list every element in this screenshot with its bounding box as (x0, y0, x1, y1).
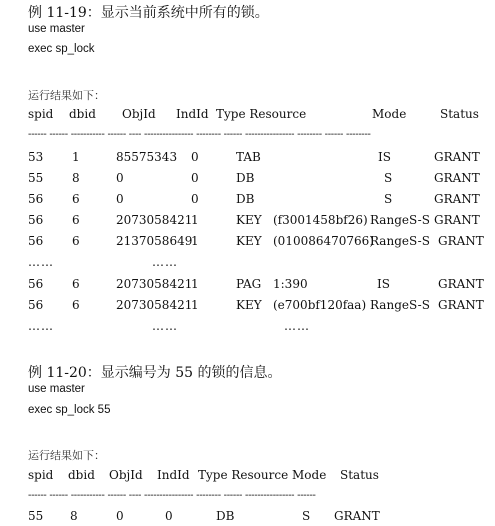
cell-objid: 2073058421 (116, 213, 193, 227)
col-header-status: Status (440, 107, 479, 121)
cell-objid: 0 (116, 171, 124, 185)
cell-indid: 0 (191, 171, 199, 185)
cell-type: DB (216, 509, 235, 523)
result-label: 运行结果如下： (28, 89, 105, 102)
ellipsis: …… (152, 255, 178, 269)
cell-spid: 56 (28, 213, 44, 227)
col-header-dbid: dbid (69, 107, 96, 121)
col-header-mode: Mode (372, 107, 407, 121)
cell-mode: RangeS-S (370, 298, 430, 312)
header-separator: ------ ------ ----------- ------ ---- ---------------- -------- ------ ---------------- -------- ------ -------- (28, 129, 371, 140)
cell-spid: 56 (28, 234, 44, 248)
cell-type: KEY (236, 213, 262, 227)
code-line-use-master: use master (28, 23, 85, 35)
cell-mode: IS (378, 150, 391, 164)
example-heading-11-20: 例 11-20：显示编号为 55 的锁的信息。 (28, 365, 282, 381)
col-header-mode: Mode (292, 468, 327, 482)
cell-indid: 1 (191, 298, 199, 312)
cell-mode: IS (377, 277, 390, 291)
cell-resource: 1:390 (273, 277, 308, 291)
cell-indid: 1 (191, 213, 199, 227)
cell-status: GRANT (434, 213, 480, 227)
cell-mode: RangeS-S (370, 234, 430, 248)
cell-type: TAB (236, 150, 261, 164)
col-header-objid: ObjId (109, 468, 143, 482)
cell-dbid: 6 (72, 192, 80, 206)
cell-indid: 1 (191, 277, 199, 291)
cell-status: GRANT (438, 234, 484, 248)
code-line-exec-sp-lock-55: exec sp_lock 55 (28, 404, 111, 416)
cell-mode: S (384, 171, 393, 185)
cell-objid: 85575343 (116, 150, 178, 164)
cell-resource: (e700bf120faa) (273, 298, 367, 312)
col-header-type-resource: Type Resource (216, 107, 307, 121)
cell-resource: (010086470766) (273, 234, 374, 248)
ellipsis: …… (28, 319, 54, 333)
cell-type: KEY (236, 298, 262, 312)
header-separator: ------ ------ ----------- ------ ---- ---------------- -------- ------ ---------------- ------ (28, 490, 316, 501)
result-label: 运行结果如下： (28, 449, 105, 462)
cell-type: PAG (236, 277, 262, 291)
cell-dbid: 8 (72, 171, 80, 185)
cell-spid: 56 (28, 277, 44, 291)
col-header-spid: spid (28, 468, 54, 482)
cell-indid: 1 (191, 234, 199, 248)
cell-spid: 56 (28, 192, 44, 206)
cell-objid: 2137058649 (116, 234, 193, 248)
cell-spid: 55 (28, 171, 44, 185)
cell-indid: 0 (165, 509, 173, 523)
cell-dbid: 6 (72, 277, 80, 291)
cell-spid: 53 (28, 150, 44, 164)
example-heading-11-19: 例 11-19：显示当前系统中所有的锁。 (28, 5, 269, 21)
cell-indid: 0 (191, 150, 199, 164)
cell-mode: S (384, 192, 393, 206)
cell-type: KEY (236, 234, 262, 248)
cell-status: GRANT (438, 298, 484, 312)
cell-spid: 55 (28, 509, 44, 523)
col-header-type-resource: Type Resource (198, 468, 289, 482)
cell-dbid: 6 (72, 213, 80, 227)
cell-status: GRANT (434, 192, 480, 206)
cell-spid: 56 (28, 298, 44, 312)
col-header-status: Status (340, 468, 379, 482)
ellipsis: …… (284, 319, 310, 333)
cell-dbid: 8 (70, 509, 78, 523)
cell-status: GRANT (334, 509, 380, 523)
cell-mode: S (302, 509, 311, 523)
cell-indid: 0 (191, 192, 199, 206)
cell-resource: (f3001458bf26) (273, 213, 368, 227)
col-header-dbid: dbid (68, 468, 95, 482)
cell-objid: 0 (116, 509, 124, 523)
col-header-spid: spid (28, 107, 54, 121)
cell-dbid: 1 (72, 150, 80, 164)
code-line-exec-sp-lock: exec sp_lock (28, 43, 95, 55)
cell-type: DB (236, 192, 255, 206)
cell-mode: RangeS-S (370, 213, 430, 227)
cell-objid: 2073058421 (116, 298, 193, 312)
cell-objid: 2073058421 (116, 277, 193, 291)
col-header-objid: ObjId (122, 107, 156, 121)
cell-type: DB (236, 171, 255, 185)
cell-status: GRANT (434, 150, 480, 164)
col-header-indid: IndId (176, 107, 209, 121)
cell-status: GRANT (434, 171, 480, 185)
cell-dbid: 6 (72, 234, 80, 248)
code-line-use-master: use master (28, 383, 85, 395)
ellipsis: …… (28, 255, 54, 269)
ellipsis: …… (152, 319, 178, 333)
cell-dbid: 6 (72, 298, 80, 312)
cell-status: GRANT (438, 277, 484, 291)
cell-objid: 0 (116, 192, 124, 206)
col-header-indid: IndId (157, 468, 190, 482)
